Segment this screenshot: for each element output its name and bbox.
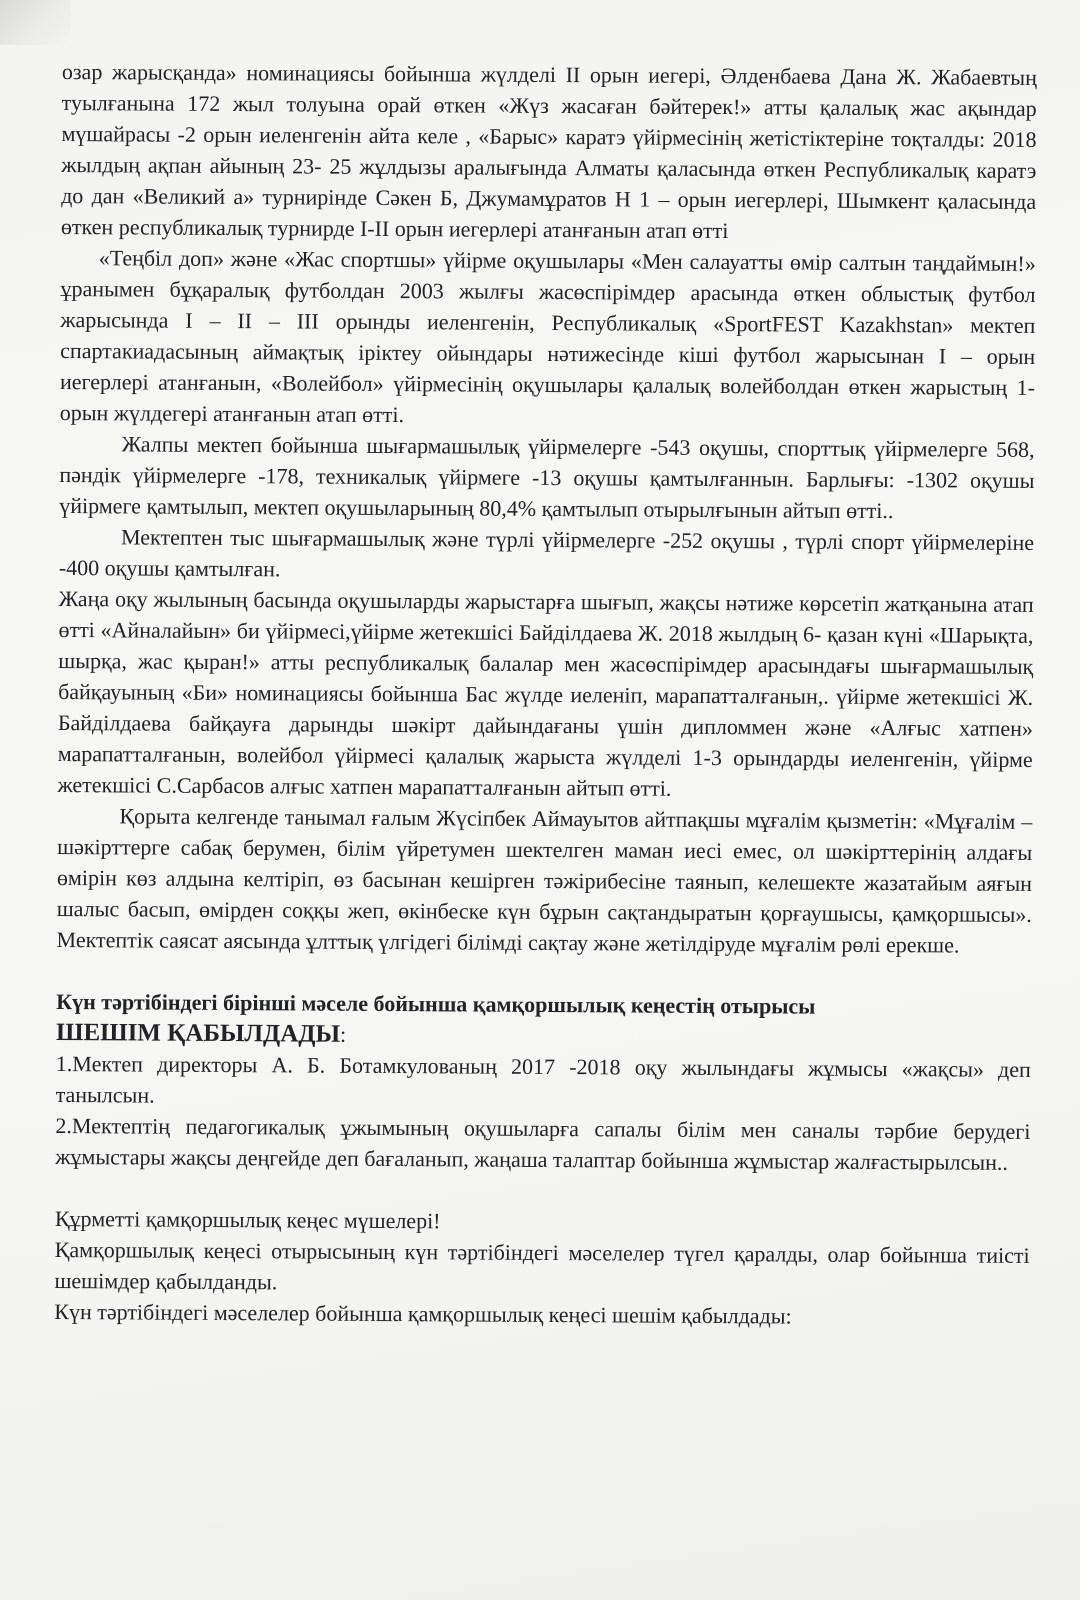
paragraph-club-statistics: Жалпы мектеп бойынша шығармашылық үйірмелерге -543 оқушы, спорттық үйірмелерге 568, пәндік үйірмелерге -178, техникалық үйірмеге -13 оқушы қамтылғаннын. Барлығы: -1302 оқушы үйірмеге қамтылып, мектеп оқушыларының 80,4% қамтылып отырылғынын айтып өтті.. (59, 431, 1035, 524)
paragraph-football-volleyball: «Теңбіл доп» және «Жас спортшы» үйірме оқушылары «Мен салауатты өмір салтын таңдаймын!» ұранымен бұқаралық футболдан 2003 жылғы жасөспірімдер арасында өткен облыстық футбол жарысында I – II – III орынды иеленгенін, Республикалық «SportFEST Kazakhstan» мектеп спартакиадасының аймақтық іріктеу ойындары нәтижесінде кіші футбол жарысынан I – орын иегерлері атанғанын, «Волейбол» үйірмесінің оқушылары қалалық волейболдан өткен жарыстың 1- орын жүлдегері атанғанын атап өтті. (59, 245, 1036, 428)
paragraph-dance-club: Жаңа оқу жылының басында оқушыларды жарыстарға шығып, жақсы нәтиже көрсетіп жатқанына атап өтті «Айналайын» би үйірмесі,үйірме жетекшісі Байділдаева Ж. 2018 жылдың 6- қазан күні «Шарықта, шырқа, жас қыран!» атты республикалық балалар мен жасөспірімдер арасындағы шығармашылық байқауының «Би» номинациясы бойынша Бас жүлде иеленіп, марапатталғанын,. үйірме жетекшісі Ж. Байділдаева байқауға дарынды шәкірт дайындағаны үшін дипломмен және «Алғыс хатпен» марапатталғанын, волейбол үйірмесі қалалық жарыста жүлделі 1-3 орындарды иеленгенін, үйірме жетекшісі С.Сарбасов алғыс хатпен марапатталғанын айтып өтті. (57, 585, 1034, 801)
paragraph-conclusion: Қорыта келгенде танымал ғалым Жүсіпбек Аймауытов айтпақшы мұғалім қызметін: «Мұғалім – шәкірттерге сабақ берумен, білім үйретумен шектелген маман иесі емес, ол шәкірттерінің алдағы өмірін көз алдына келтіріп, өз басынан кешірген тәжірибесіне таянып, келешекте жазатайым аяғын шалыс басып, өмірден соққы жеп, өкінбеске күн бұрын сақтандыратын қорғаушысы, қамқоршысы». Мектептік саясат аясында ұлттық үлгідегі білімді сақтау және жетілдіруде мұғалім рөлі ерекше. (56, 803, 1033, 958)
paragraph-karate-achievements: озар жарысқанда» номинациясы бойынша жүлделі II орын иегері, Әлденбаева Дана Ж. Жабаевтың туылғанына 172 жыл толуына орай өткен «Жүз жасаған бәйтерек!» атты қалалық жас ақындар мүшайрасы -2 орын иеленгенін айта келе , «Барыс» каратэ үйірмесінің жетістіктеріне тоқталды: 2018 жылдың ақпан айының 23- 25 жұлдызы аралығында Алматы қаласында өткен Республикалық каратэ до дан «Великий а» турнирінде Сәкен Б, Джумамұратов Н 1 – орын иегерлері, Шымкент қаласында өткен республикалық турнирде I-II орын иегерлері атанғанын атап өтті (60, 58, 1037, 244)
closing-greeting: Құрметті қамқоршылық кеңес мүшелері! (54, 1205, 441, 1234)
decision-heading: Күн тәртібіндегі бірінші мәселе бойынша қамқоршылық кеңестің отырысы (56, 988, 816, 1019)
closing-line-1: Қамқоршылық кеңесі отырысының күн тәртібіндегі мәселелер түгел қаралды, олар бойынша тиісті шешімдер қабылданды. (54, 1236, 1030, 1295)
document-text (54, 56, 1037, 1333)
paragraph-outside-school-clubs: Мектептен тыс шығармашылық және түрлі үйірмелерге -252 оқушы , түрлі спорт үйірмелеріне -400 оқушы қамтылған. (58, 524, 1035, 582)
decision-item-1: 1.Мектеп директоры А. Б. Ботамкулованың 2017 -2018 оқу жылындағы жұмысы «жақсы» деп танылсын. (55, 1050, 1031, 1108)
page-corner-shadow (0, 0, 70, 45)
decision-item-2: 2.Мектептің педагогикалық ұжымының оқушыларға сапалы білім мен саналы тәрбие берудегі жұмыстары жақсы деңгейде деп бағаланып, жаңаша талаптар бойынша жұмыстар жалғастырылсын.. (55, 1112, 1031, 1175)
decision-heading-caps: ШЕШІМ ҚАБЫЛДАДЫ (55, 1018, 341, 1048)
closing-line-2: Күн тәртібіндегі мәселелер бойынша қамқоршылық кеңесі шешім қабылдады: (54, 1298, 792, 1329)
decision-colon: : (340, 1021, 347, 1047)
